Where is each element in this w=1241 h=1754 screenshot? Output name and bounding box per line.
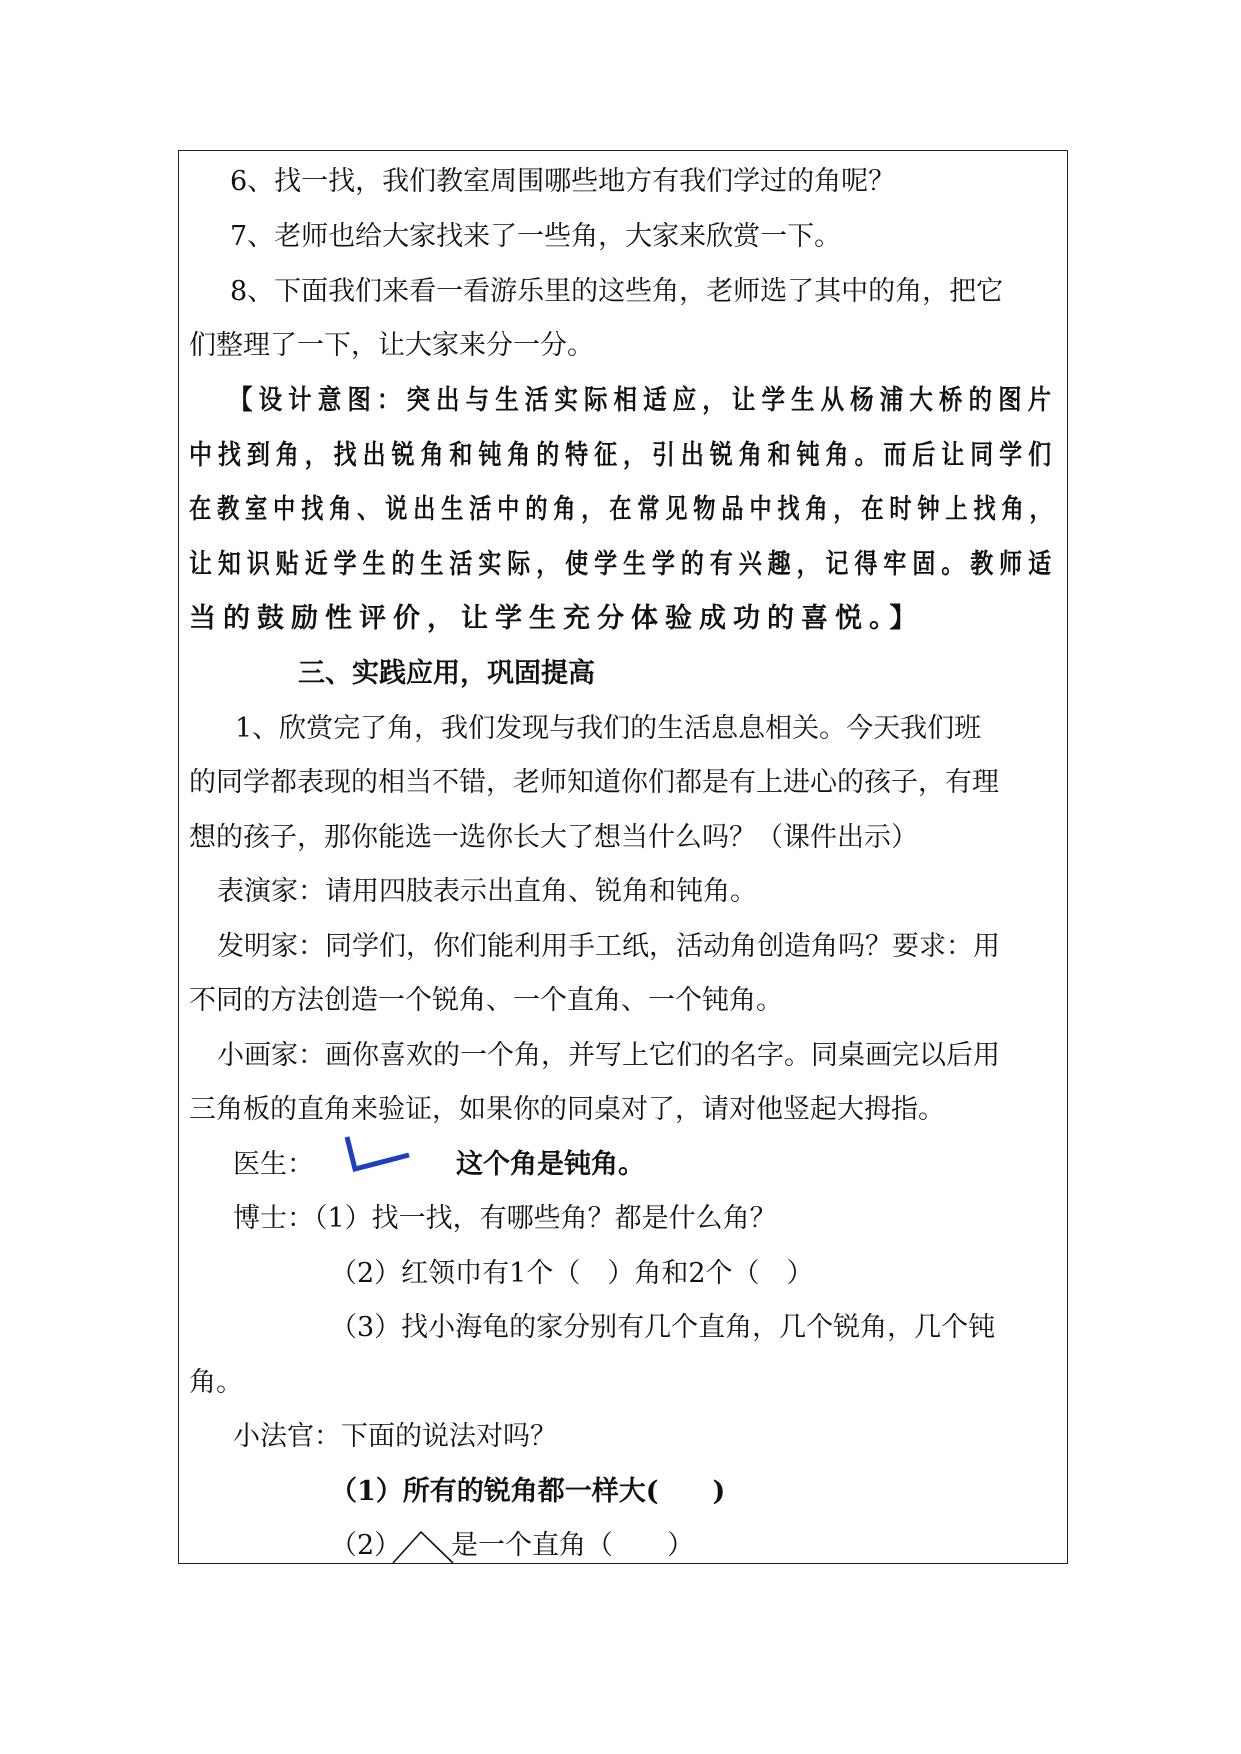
text-line: （2）红领巾有1个（ ）角和2个（ ）	[330, 1258, 814, 1289]
doctor-label: 医生：	[233, 1149, 314, 1180]
text-line: （1）所有的锐角都一样大( )	[330, 1476, 726, 1507]
text-line: 是一个直角（ ）	[451, 1530, 694, 1561]
text-line: 的同学都表现的相当不错，老师知道你们都是有上进心的孩子，有理	[189, 767, 999, 798]
obtuse-angle-lines	[347, 1137, 409, 1169]
text-line: 小法官：下面的说法对吗？	[233, 1421, 557, 1452]
text-line: 6、找一找，我们教室周围哪些地方有我们学过的角呢？	[230, 166, 896, 197]
text-line: 7、老师也给大家找来了一些角，大家来欣赏一下。	[230, 221, 842, 252]
text-line: 1、欣赏完了角，我们发现与我们的生活息息相关。今天我们班	[235, 713, 982, 744]
angle-figure	[391, 1530, 455, 1564]
text-line: 表演家：请用四肢表示出直角、锐角和钝角。	[217, 876, 757, 907]
design-intent-line: 在教室中找角、说出生活中的角，在常见物品中找角，在时钟上找角，	[189, 494, 1058, 525]
design-intent-line: 当的鼓励性评价，让学生充分体验成功的喜悦。】	[189, 603, 924, 634]
section-heading: 三、实践应用，巩固提高	[298, 658, 595, 689]
text-line: 博士：（1）找一找，有哪些角？都是什么角？	[233, 1203, 777, 1234]
text-line: 小画家：画你喜欢的一个角，并写上它们的名字。同桌画完以后用	[217, 1040, 1000, 1071]
text-line: 三角板的直角来验证，如果你的同桌对了，请对他竖起大拇指。	[189, 1094, 945, 1125]
text-line: 们整理了一下，让大家来分一分。	[189, 330, 594, 361]
text-line: （2）	[330, 1530, 402, 1561]
text-line: 发明家：同学们，你们能利用手工纸，活动角创造角吗？要求：用	[217, 931, 1000, 962]
doctor-statement: 这个角是钝角。	[456, 1149, 645, 1180]
design-intent-line: 【设计意图：突出与生活实际相适应，让学生从杨浦大桥的图片	[229, 385, 1058, 416]
text-line: 角。	[189, 1367, 243, 1398]
text-line: 不同的方法创造一个锐角、一个直角、一个钝角。	[189, 985, 783, 1016]
angle-figure-lines	[393, 1532, 453, 1563]
design-intent-line: 让知识贴近学生的生活实际，使学生学的有兴趣，记得牢固。教师适	[189, 549, 1058, 580]
obtuse-angle-figure	[344, 1133, 414, 1175]
text-line: （3）找小海龟的家分别有几个直角，几个锐角，几个钝	[330, 1312, 996, 1343]
text-line: 想的孩子，那你能选一选你长大了想当什么吗？（课件出示）	[189, 822, 918, 853]
text-line: 8、下面我们来看一看游乐里的这些角，老师选了其中的角，把它	[230, 276, 1004, 307]
lesson-table-cell	[178, 150, 1068, 1564]
design-intent-line: 中找到角，找出锐角和钝角的特征，引出锐角和钝角。而后让同学们	[189, 440, 1058, 471]
